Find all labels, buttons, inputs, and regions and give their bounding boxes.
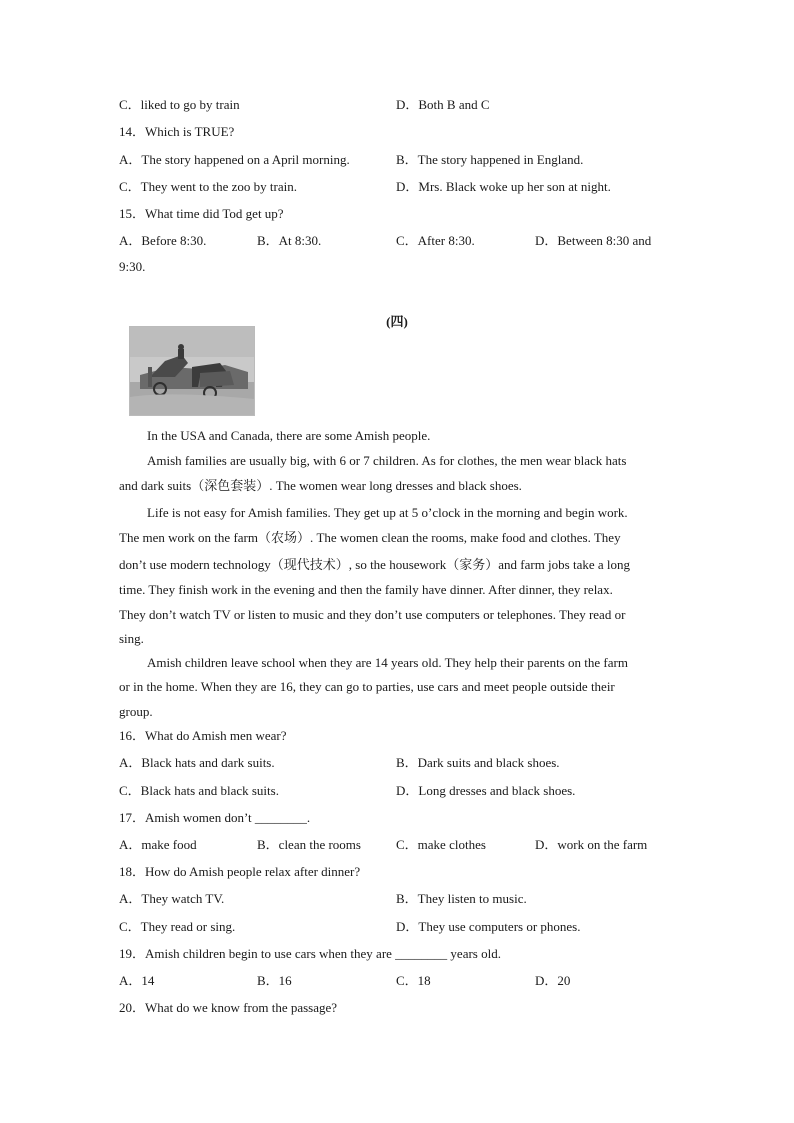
passage-paragraph-4-line-1: Amish children leave school when they are 14 years old. They help their parents on the farm [147,655,628,670]
passage-paragraph-3-line-6: sing. [119,631,144,646]
q16-option-a: A．Black hats and dark suits. [119,755,275,770]
passage-paragraph-3-line-4: time. They finish work in the evening and then the family have dinner. After dinner, they relax. [119,582,613,597]
passage-paragraph-1: In the USA and Canada, there are some Amish people. [147,428,431,443]
q18-question: 18．How do Amish people relax after dinner? [119,864,361,879]
q18-option-b: B．They listen to music. [396,891,527,906]
section-heading: (四) [386,314,408,329]
q19-option-d: D．20 [535,973,571,988]
q16-option-c: C．Black hats and black suits. [119,783,279,798]
q17-option-b: B．clean the rooms [257,837,361,852]
q17-option-c: C．make clothes [396,837,486,852]
q15-option-d-continued: 9:30. [119,259,146,274]
q19-option-b: B．16 [257,973,292,988]
passage-paragraph-3-line-5: They don’t watch TV or listen to music and they don’t use computers or telephones. They read or [119,607,626,622]
q15-option-c: C．After 8:30. [396,233,475,248]
q18-option-a: A．They watch TV. [119,891,225,906]
q16-option-b: B．Dark suits and black shoes. [396,755,560,770]
q19-question: 19．Amish children begin to use cars when they are ________ years old. [119,946,501,961]
passage-paragraph-3-line-2: The men work on the farm（农场）. The women clean the rooms, make food and clothes. They [119,530,621,545]
q13-option-c: C．liked to go by train [119,97,240,112]
q18-option-d: D．They use computers or phones. [396,919,581,934]
passage-paragraph-2-line-2: and dark suits（深色套装）. The women wear long dresses and black shoes. [119,478,522,493]
q19-option-a: A．14 [119,973,155,988]
q17-question: 17．Amish women don’t ________. [119,810,311,825]
passage-paragraph-4-line-3: group. [119,704,153,719]
q17-option-d: D．work on the farm [535,837,648,852]
passage-paragraph-3-line-3: don’t use modern technology（现代技术）, so the housework（家务）and farm jobs take a long [119,557,631,572]
passage-paragraph-2-line-1: Amish families are usually big, with 6 or 7 children. As for clothes, the men wear black hats [147,453,627,468]
passage-paragraph-3-line-1: Life is not easy for Amish families. They get up at 5 o’clock in the morning and begin work. [147,505,628,520]
q20-question: 20．What do we know from the passage? [119,1000,338,1015]
q14-option-b: B．The story happened in England. [396,152,584,167]
amish-farm-photo [129,326,255,416]
q19-option-c: C．18 [396,973,431,988]
q15-question: 15．What time did Tod get up? [119,206,284,221]
q14-option-d: D．Mrs. Black woke up her son at night. [396,179,611,194]
q18-option-c: C．They read or sing. [119,919,236,934]
q15-option-b: B．At 8:30. [257,233,322,248]
q14-option-a: A．The story happened on a April morning. [119,152,350,167]
q16-question: 16．What do Amish men wear? [119,728,287,743]
q13-option-d: D．Both B and C [396,97,490,112]
passage-paragraph-4-line-2: or in the home. When they are 16, they can go to parties, use cars and meet people outside their [119,679,615,694]
q14-question: 14．Which is TRUE? [119,124,235,139]
q14-option-c: C．They went to the zoo by train. [119,179,297,194]
q17-option-a: A．make food [119,837,197,852]
q15-option-a: A．Before 8:30. [119,233,207,248]
q16-option-d: D．Long dresses and black shoes. [396,783,576,798]
q15-option-d: D．Between 8:30 and [535,233,652,248]
